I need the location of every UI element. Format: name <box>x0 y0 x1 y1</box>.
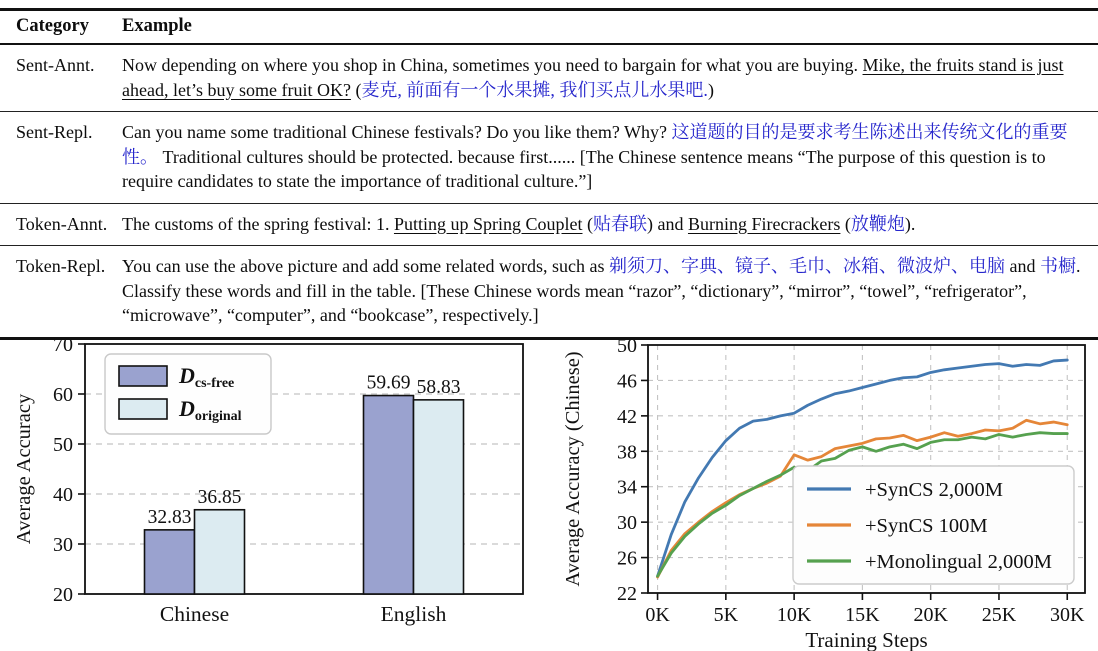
example-segment-plain: ) and <box>646 213 688 234</box>
example-segment-plain: and <box>1005 256 1041 276</box>
svg-text:15K: 15K <box>845 604 880 626</box>
svg-text:70: 70 <box>53 334 73 356</box>
row-example-text <box>122 212 1098 237</box>
svg-text:Training Steps: Training Steps <box>805 628 928 651</box>
example-segment-underline: Putting up Spring Couplet <box>393 213 583 234</box>
example-segment-chinese: 书橱 <box>1040 256 1077 276</box>
svg-text:50: 50 <box>53 434 73 456</box>
example-segment-underline: Mike, the fruits stand is just ahead, let’s buy some fruit OK? <box>122 55 1064 100</box>
svg-text:+SynCS 100M: +SynCS 100M <box>865 515 988 537</box>
svg-text:38: 38 <box>617 441 637 464</box>
row-category-label: Token-Repl. <box>16 256 106 276</box>
row-category-label: Token-Annt. <box>16 213 108 234</box>
example-segment-plain: The customs of the spring festival: 1. <box>122 213 394 234</box>
example-segment-chinese: 这道题的目的是要求考生陈述出来传统文化的重要性。 <box>122 122 1068 167</box>
example-segment-plain: Can you name some traditional Chinese festivals? Do you like them? Why? <box>122 122 672 142</box>
svg-text:22: 22 <box>617 583 637 605</box>
table-row <box>0 112 1098 204</box>
table-row <box>0 246 1098 340</box>
svg-text:10K: 10K <box>776 604 812 626</box>
svg-text:0K: 0K <box>645 604 670 626</box>
svg-text:58.83: 58.83 <box>416 376 461 398</box>
svg-text:Average Accuracy (Chinese): Average Accuracy (Chinese) <box>562 351 584 587</box>
example-segment-plain: ). <box>904 213 916 234</box>
svg-text:20K: 20K <box>913 604 948 626</box>
example-segment-plain: ) <box>707 79 714 100</box>
svg-text:46: 46 <box>617 370 637 393</box>
example-segment-chinese: 放鞭炮 <box>850 213 905 234</box>
example-segment-plain: . Classify these words and fill in the table. [These Chinese words mean “razor”, “dictionary”, “mirror”, “towel”, “refrigerator”, “microwave”, “computer”, and “bookcase”, respectively.] <box>122 256 1081 325</box>
example-segment-plain: ( <box>840 213 851 234</box>
svg-text:30K: 30K <box>1050 604 1085 626</box>
svg-text:5K: 5K <box>713 604 739 626</box>
example-table <box>0 8 1098 340</box>
svg-text:30: 30 <box>617 512 637 535</box>
svg-text:50: 50 <box>617 335 637 357</box>
svg-text:Doriginal: Doriginal <box>179 396 242 424</box>
svg-text:Chinese: Chinese <box>159 602 230 626</box>
example-segment-plain: ( <box>582 213 593 234</box>
line-chart-figure <box>555 332 1098 651</box>
table-header-row <box>0 11 1098 45</box>
svg-text:+Monolingual 2,000M: +Monolingual 2,000M <box>865 551 1052 573</box>
example-segment-plain: ( <box>350 79 362 100</box>
example-segment-chinese: 剃须刀、字典、镜子、毛巾、冰箱、微波炉、电脑 <box>609 256 1006 276</box>
table-body <box>0 45 1098 340</box>
svg-text:English: English <box>380 602 447 626</box>
row-category-label: Sent-Annt. <box>16 55 95 75</box>
column-header-example: Example <box>122 16 192 36</box>
svg-text:Average Accuracy: Average Accuracy <box>13 393 35 545</box>
svg-text:30: 30 <box>53 534 73 556</box>
example-segment-chinese: 贴春联 <box>592 213 647 234</box>
bar-chart-figure <box>10 332 550 650</box>
row-example-text <box>122 53 1098 102</box>
svg-text:+SynCS 2,000M: +SynCS 2,000M <box>865 479 1004 501</box>
example-segment-chinese: 麦克, 前面有一个水果摊, 我们买点儿水果吧. <box>361 79 708 100</box>
svg-text:36.85: 36.85 <box>197 486 242 508</box>
row-example-text <box>122 120 1098 194</box>
example-segment-plain: Now depending on where you shop in China, sometimes you need to bargain for what you are buying. <box>122 55 863 75</box>
svg-text:26: 26 <box>617 547 637 570</box>
column-header-category: Category <box>16 16 89 36</box>
svg-text:32.83: 32.83 <box>147 506 192 528</box>
svg-text:Dcs-free: Dcs-free <box>179 363 235 391</box>
svg-text:25K: 25K <box>981 604 1017 626</box>
table-row <box>0 204 1098 247</box>
example-segment-plain: Traditional cultures should be protected. because first...... [The Chinese sentence means “The purpose of this question is to require candidates to state the importance of traditional culture.”] <box>122 146 1046 191</box>
row-category-label: Sent-Repl. <box>16 122 93 142</box>
example-segment-underline: Burning Firecrackers <box>687 213 841 234</box>
table-row <box>0 45 1098 112</box>
svg-text:60: 60 <box>53 384 73 406</box>
row-example-text <box>122 254 1098 328</box>
svg-text:20: 20 <box>53 584 73 606</box>
svg-text:59.69: 59.69 <box>366 372 411 394</box>
svg-text:34: 34 <box>617 476 637 499</box>
example-segment-plain: You can use the above picture and add some related words, such as <box>122 256 610 276</box>
svg-text:42: 42 <box>617 405 637 428</box>
svg-text:40: 40 <box>53 484 73 506</box>
